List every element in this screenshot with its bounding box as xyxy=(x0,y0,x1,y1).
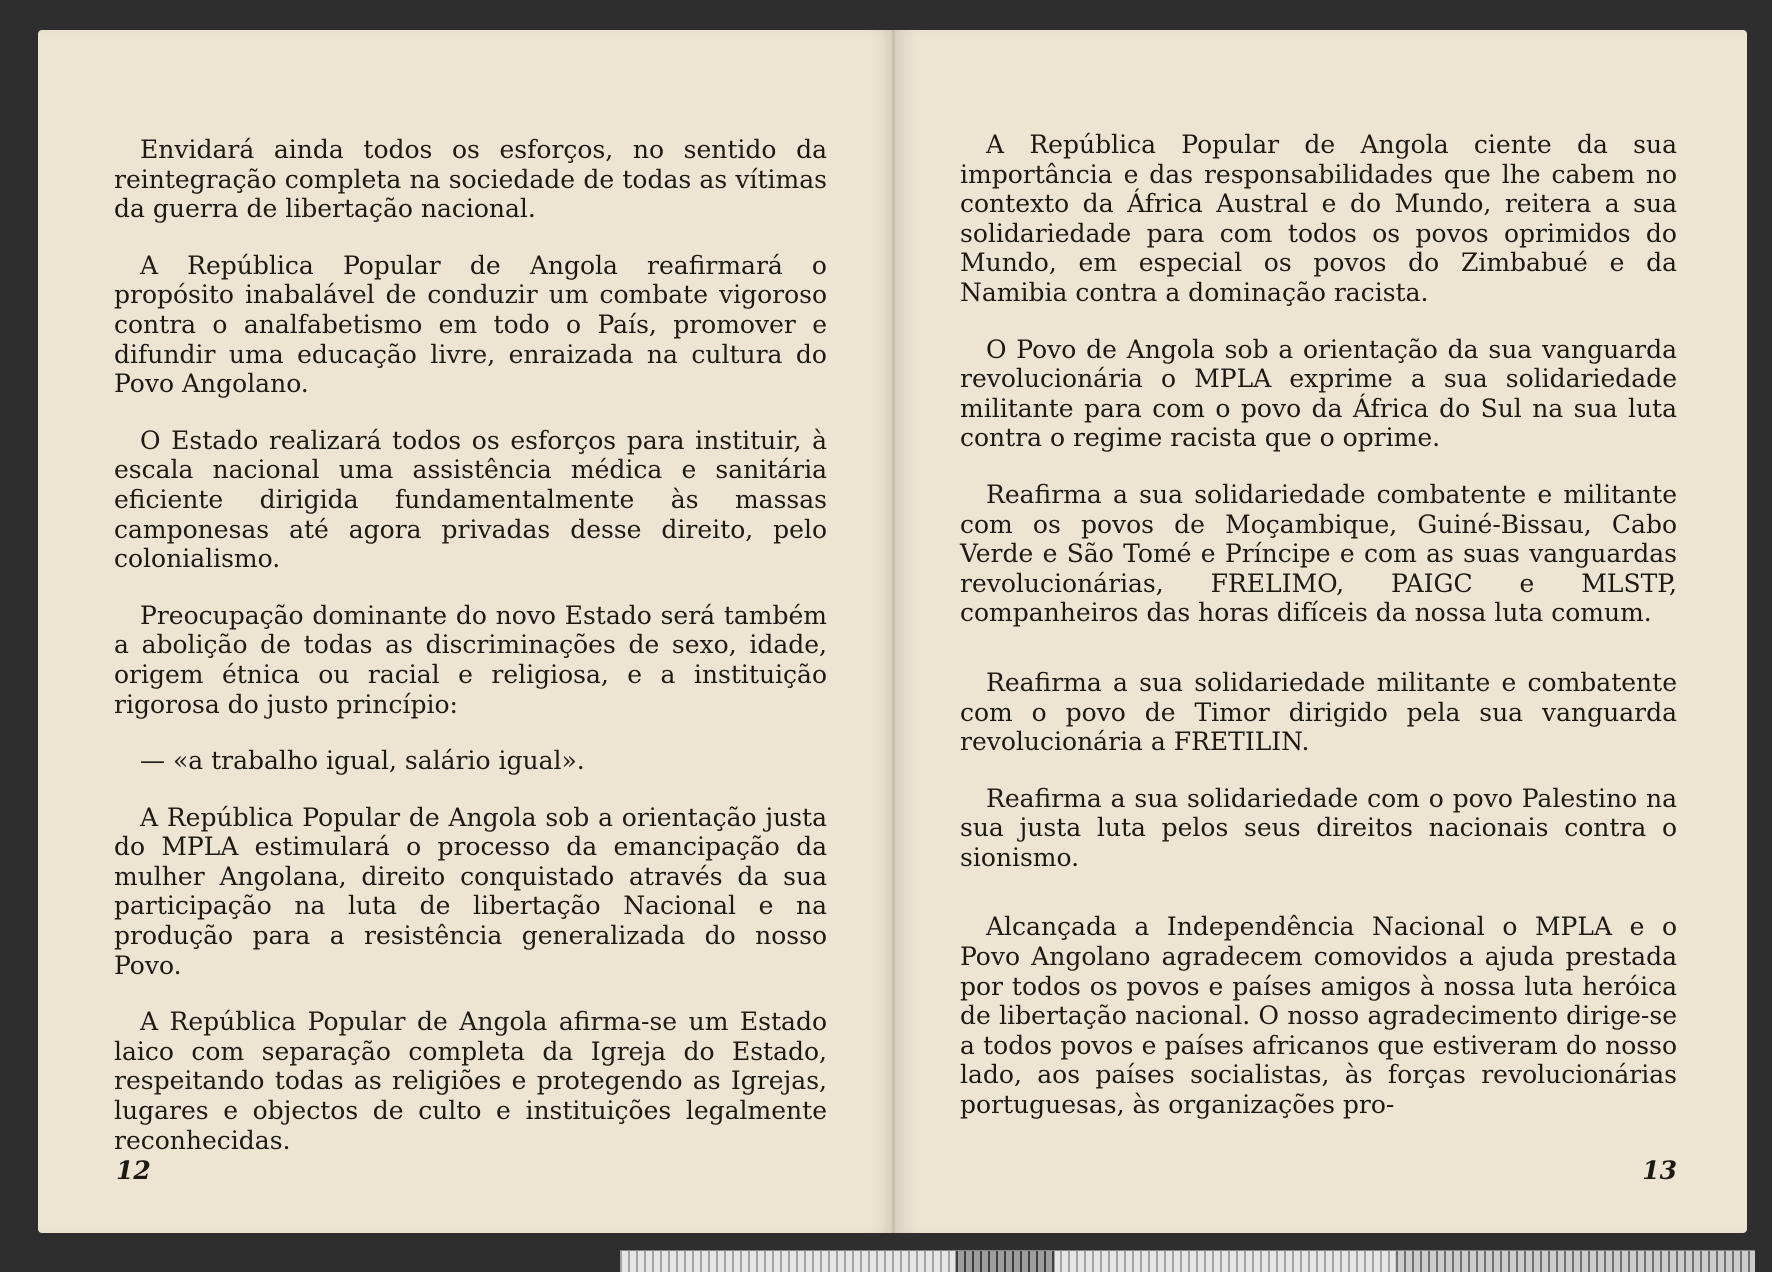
paragraph: Reafirma a sua solidariedade militante e combatente com o povo de Timor dirigido pela sua vanguarda revolucionária a FRETILIN. xyxy=(960,667,1677,757)
left-page xyxy=(38,30,895,1233)
paragraph: Reafirma a sua solidariedade combatente e militante com os povos de Moçambique, Guiné-Bissau, Cabo Verde e São Tomé e Príncipe e com as suas vanguardas revolucionárias, FRELIMO, PAIGC e MLSTP, companheiros das horas difíceis da nossa luta comum. xyxy=(960,479,1677,628)
left-page-text xyxy=(114,135,827,1182)
paragraph: Alcançada a Independência Nacional o MPLA e o Povo Angolano agradecem comovidos a ajuda prestada por todos os povos e países amigos à nossa luta heróica de libertação nacional. O nosso agradecimento dirige-se a todos povos e países africanos que estiveram do nosso lado, aos países socialistas, às forças revolucionárias portuguesas, às organizações pro- xyxy=(960,912,1677,1120)
right-page xyxy=(895,30,1747,1233)
scale-ruler xyxy=(620,1250,1755,1272)
ruler-segment xyxy=(1395,1251,1755,1272)
paragraph: Envidará ainda todos os esforços, no sentido da reintegração completa na sociedade de todas as vítimas da guerra de libertação nacional. xyxy=(114,135,827,224)
paragraph: A República Popular de Angola afirma-se um Estado laico com separação completa da Igreja do Estado, respeitando todas as religiões e protegendo as Igrejas, lugares e objectos de culto e instituições legalmente reconhecidas. xyxy=(114,1007,827,1155)
paragraph: O Povo de Angola sob a orientação da sua vanguarda revolucionária o MPLA exprime a sua solidariedade militante para com o povo da África do Sul na sua luta contra o regime racista que o oprime. xyxy=(960,334,1677,453)
page-number-right: 13 xyxy=(1642,1156,1677,1185)
right-page-text xyxy=(960,130,1677,1147)
paragraph: A República Popular de Angola reafirmará o propósito inabalável de conduzir um combate vigoroso contra o analfabetismo em todo o País, promover e difundir uma educação livre, enraizada na cultura do Povo Angolano. xyxy=(114,250,827,399)
paragraph: Preocupação dominante do novo Estado será também a abolição de todas as discriminações de sexo, idade, origem étnica ou racial e religiosa, e a instituição rigorosa do justo princípio: xyxy=(114,600,827,719)
ruler-segment xyxy=(620,1251,955,1272)
quote-line: — «a trabalho igual, salário igual». xyxy=(140,746,585,776)
ruler-segment xyxy=(955,1251,1055,1272)
paragraph: O Estado realizará todos os esforços para instituir, à escala nacional uma assistência médica e sanitária eficiente dirigida fundamentalmente às massas camponesas até agora privadas desse direito, pelo colonialismo. xyxy=(114,425,827,574)
paragraph: A República Popular de Angola ciente da sua importância e das responsabilidades que lhe cabem no contexto da África Austral e do Mundo, reitera a sua solidariedade para com todos os povos oprimidos do Mundo, em especial os povos do Zimbabué e da Namibia contra a dominação racista. xyxy=(960,130,1677,307)
paragraph: A República Popular de Angola sob a orientação justa do MPLA estimulará o processo da emancipação da mulher Angolana, direito conquistado através da sua participação na luta de libertação Nacional e na produção para a resistência generalizada do nosso Povo. xyxy=(114,802,827,980)
page-number-left: 12 xyxy=(116,1156,151,1185)
ruler-segment xyxy=(1055,1251,1395,1272)
paragraph: Reafirma a sua solidariedade com o povo Palestino na sua justa luta pelos seus direitos nacionais contra o sionismo. xyxy=(960,783,1677,872)
